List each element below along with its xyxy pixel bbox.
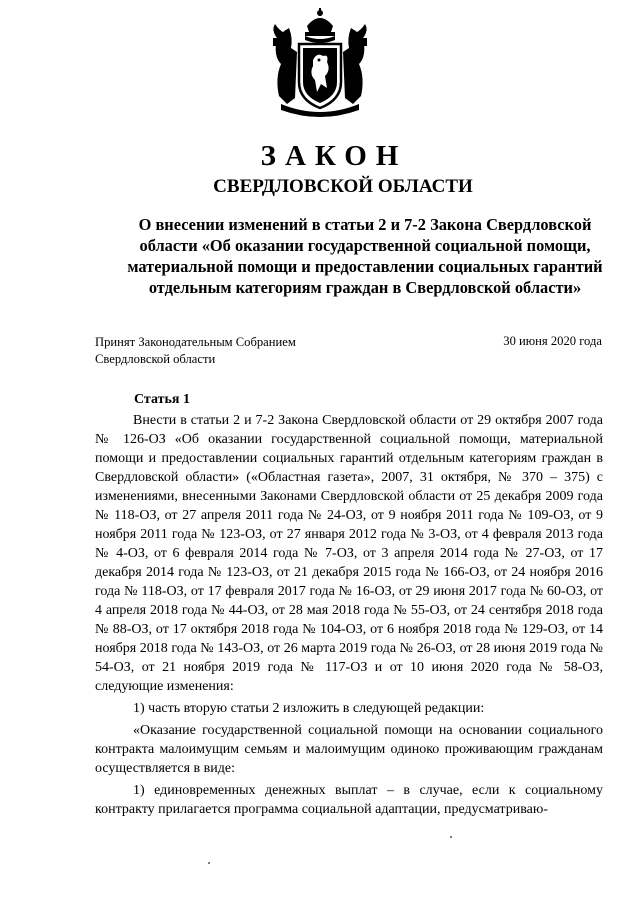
article-paragraph: «Оказание государственной социальной помощи на основании социального контракта малоимущим семьям и малоимущим одиноко проживающим гражданам осуществляется в виде: — [95, 723, 603, 776]
adoption-body-line2: Свердловской области — [95, 352, 216, 366]
article-paragraph: 1) часть вторую статьи 2 изложить в следующей редакции: — [133, 701, 485, 716]
sverdlovsk-coat-of-arms-icon — [267, 8, 373, 120]
document-title: ЗАКОН — [260, 140, 408, 172]
document-region: СВЕРДЛОВСКОЙ ОБЛАСТИ — [213, 176, 473, 197]
article-body — [95, 411, 603, 819]
article-paragraph: Внести в статьи 2 и 7-2 Закона Свердловской области от 29 октября 2007 года № 126-ОЗ «Об оказании государственной социальной помощи, материальной помощи и предоставлении социальных гарантий отдельным категориям граждан в Свердловской области» («Областная газета», 2007, 31 октября, № 370 – 375) с изменениями, внесенными Законами Свердловской области от 25 декабря 2009 года № 118-ОЗ, от 27 апреля 2011 года № 24-ОЗ, от 9 ноября 2011 года № 109-ОЗ, от 9 ноября 2011 года № 123-ОЗ, от 27 января 2012 года № 3-ОЗ, от 4 февраля 2013 года № 4-ОЗ, от 6 февраля 2014 года № 7-ОЗ, от 3 апреля 2014 года № 27-ОЗ, от 17 декабря 2014 года № 123-ОЗ, от 21 декабря 2015 года № 166-ОЗ, от 24 ноября 2016 года № 118-ОЗ, от 17 февраля 2017 года № 16-ОЗ, от 29 июня 2017 года № 60-ОЗ, от 4 апреля 2018 года № 44-ОЗ, от 28 мая 2018 года № 55-ОЗ, от 24 сентября 2018 года № 88-ОЗ, от 17 октября 2018 года № 104-ОЗ, от 6 ноября 2018 года № 129-ОЗ, от 14 ноября 2018 года № 143-ОЗ, от 26 марта 2019 года № 26-ОЗ, от 28 июня 2019 года № 54-ОЗ, от 21 ноября 2019 года № 117-ОЗ и от 10 июня 2020 года № 58-ОЗ, следующие изменения: — [95, 413, 603, 694]
scan-speck — [208, 862, 210, 864]
law-name: О внесении изменений в статьи 2 и 7-2 Закона Свердловской области «Об оказании государственной социальной помощи, материальной помощи и предоставлении социальных гарантий отдельным категориям граждан в Свердловской области» — [127, 215, 603, 297]
article-title: Статья 1 — [134, 392, 190, 407]
adoption-body-line1: Принят Законодательным Собранием — [95, 335, 296, 349]
adoption-body — [95, 334, 296, 368]
adoption-date: 30 июня 2020 года — [503, 334, 602, 348]
scan-speck — [450, 836, 452, 838]
article-paragraph: 1) единовременных денежных выплат – в случае, если к социальному контракту прилагается программа социальной адаптации, предусматриваю- — [95, 783, 603, 817]
